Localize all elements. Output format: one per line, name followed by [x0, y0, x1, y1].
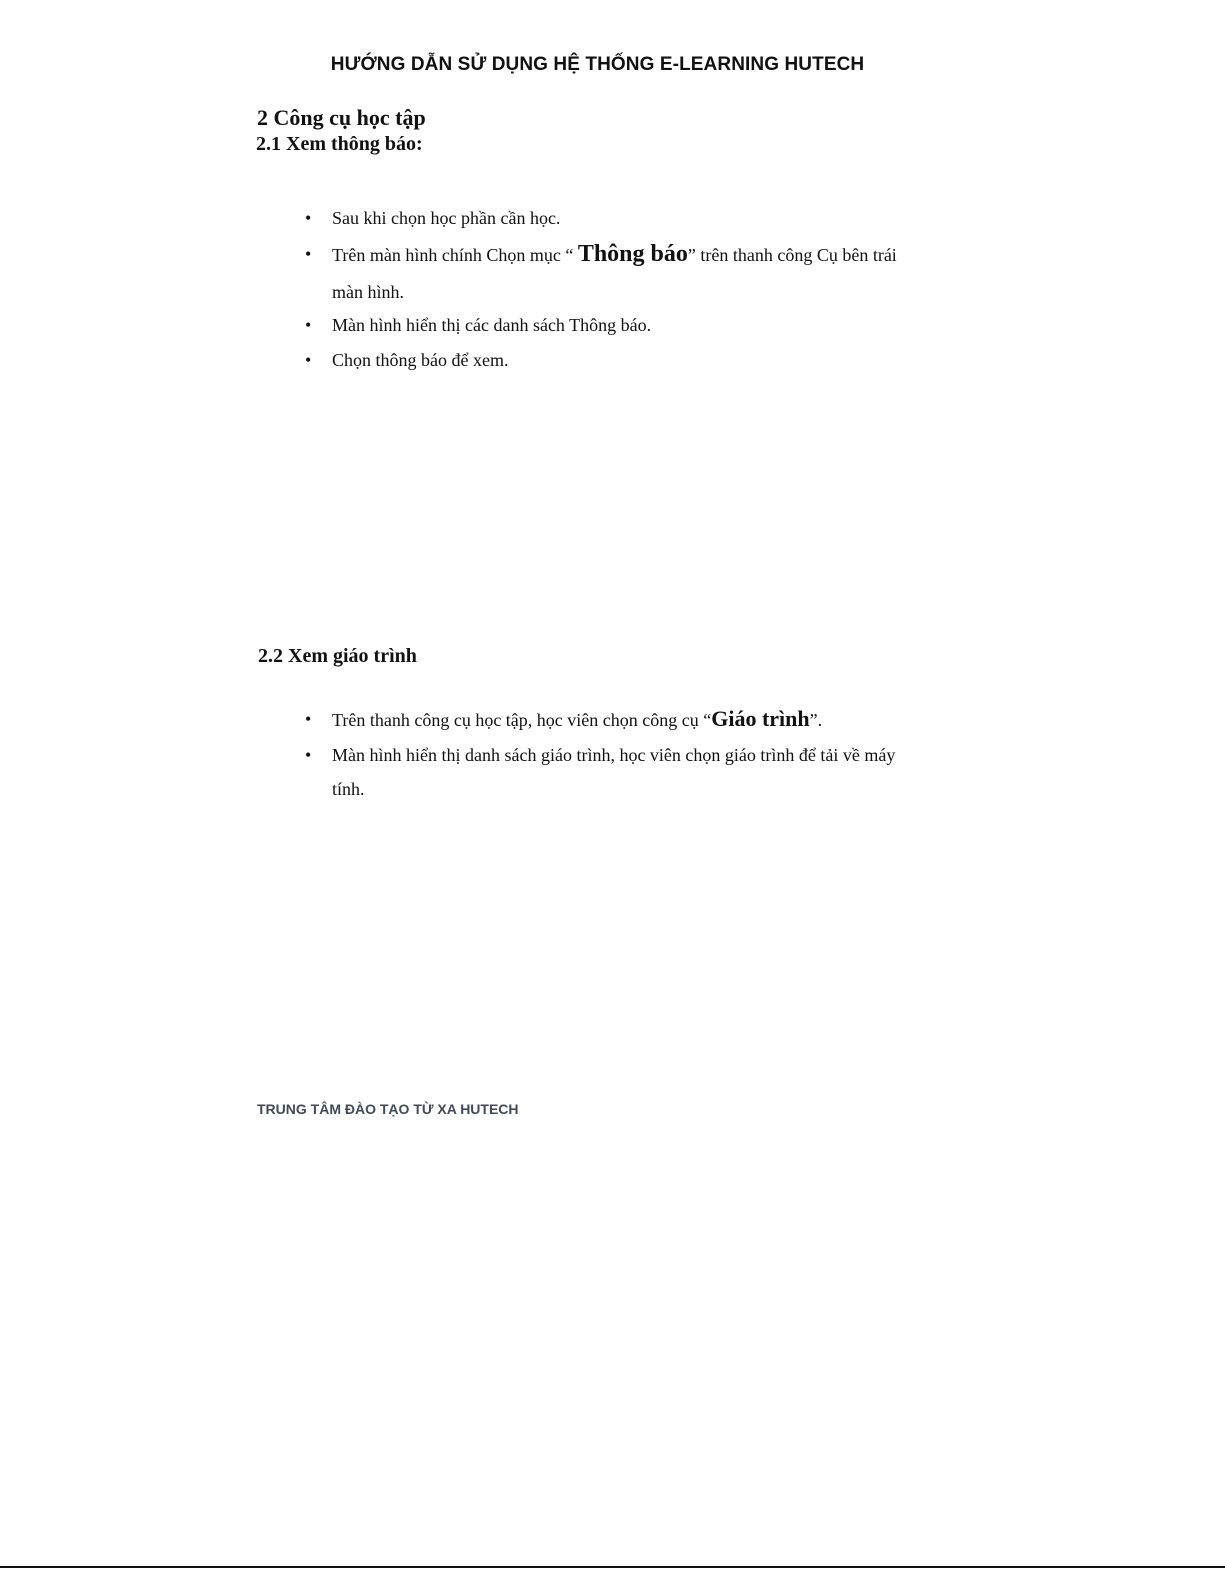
bullet-icon: •	[305, 208, 312, 228]
tool-name-textbook: Giáo trình	[711, 706, 810, 731]
textbook-steps-list	[305, 700, 955, 806]
list-item	[305, 700, 955, 738]
bullet-icon: •	[305, 745, 312, 765]
footer-organization: TRUNG TÂM ĐÀO TẠO TỪ XA HUTECH	[257, 1101, 519, 1117]
bullet-icon: •	[305, 709, 312, 729]
menu-name-announcements: Thông báo	[577, 241, 688, 267]
step-text: Chọn thông báo để xem.	[332, 350, 509, 370]
step-text: Trên thanh công cụ học tập, học viên chọn công cụ “	[332, 710, 712, 730]
subsection-title-textbooks: 2.2 Xem giáo trình	[258, 645, 417, 667]
list-item	[305, 738, 955, 806]
list-item	[305, 236, 955, 311]
step-text: Màn hình hiển thị danh sách giáo trình, học viên chọn giáo trình để tải về máy	[332, 745, 896, 765]
page-bottom-divider	[0, 1566, 1225, 1568]
bullet-icon: •	[305, 315, 312, 335]
subsection-title-announcements: 2.1 Xem thông báo:	[256, 133, 423, 155]
step-text: Sau khi chọn học phần cần học.	[332, 208, 561, 228]
step-text: ”.	[809, 710, 823, 730]
section-title: 2 Công cụ học tập	[257, 105, 426, 130]
step-text: Màn hình hiển thị các danh sách Thông báo.	[332, 315, 652, 335]
list-item	[305, 342, 955, 379]
step-text: Trên màn hình chính Chọn mục “	[332, 245, 578, 265]
step-text-continuation: màn hình.	[332, 282, 404, 302]
bullet-icon: •	[305, 244, 312, 264]
page-header-title: HƯỚNG DẪN SỬ DỤNG HỆ THỐNG E-LEARNING HUTECH	[330, 54, 865, 75]
list-item	[305, 200, 955, 236]
step-text: ” trên thanh công Cụ bên trái	[687, 245, 897, 265]
bullet-icon: •	[305, 350, 312, 370]
announcements-steps-list	[305, 200, 955, 379]
step-text-continuation: tính.	[332, 779, 365, 799]
list-item	[305, 307, 955, 344]
